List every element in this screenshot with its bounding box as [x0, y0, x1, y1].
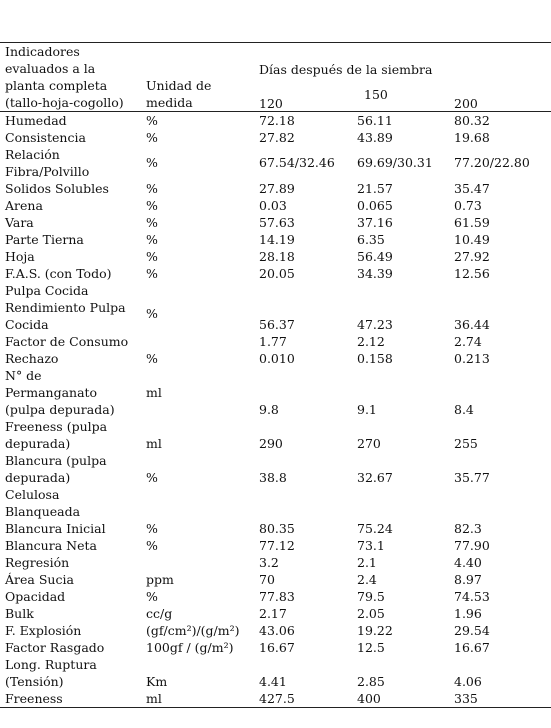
row-value: 19.22: [357, 623, 393, 638]
row-value: 27.89: [259, 181, 295, 196]
row-value: 21.57: [357, 181, 393, 196]
row-value: 28.18: [259, 249, 295, 264]
row-label: F.A.S. (con Todo): [5, 266, 112, 281]
row-value: 427.5: [259, 691, 295, 706]
row-label: Regresión: [5, 555, 70, 570]
row-value: 77.90: [454, 538, 490, 553]
row-value: 2.05: [357, 606, 385, 621]
row-label: Rechazo: [5, 351, 59, 366]
row-value: 1.96: [454, 606, 482, 621]
row-label: Blanqueada: [5, 504, 81, 519]
row-value: 255: [454, 436, 478, 451]
row-unit: ppm: [146, 572, 174, 587]
header-day-200: 200: [454, 96, 478, 111]
row-label: Arena: [5, 198, 43, 213]
row-unit: %: [146, 113, 158, 128]
row-value: 9.8: [259, 402, 279, 417]
row-value: 38.8: [259, 470, 287, 485]
row-label: Pulpa Cocida: [5, 283, 89, 298]
header-indicator-line: (tallo-hoja-cogollo): [5, 95, 124, 110]
row-value: 56.49: [357, 249, 393, 264]
row-value: 79.5: [357, 589, 385, 604]
row-value: 2.4: [357, 572, 377, 587]
row-label: Factor de Consumo: [5, 334, 129, 349]
row-label: Freeness: [5, 691, 63, 706]
row-value: 270: [357, 436, 381, 451]
row-value: 8.4: [454, 402, 474, 417]
row-label: Opacidad: [5, 589, 66, 604]
row-value: 75.24: [357, 521, 393, 536]
row-unit: %: [146, 155, 158, 170]
row-label: Área Sucia: [5, 572, 74, 587]
row-value: 10.49: [454, 232, 490, 247]
row-value: 29.54: [454, 623, 490, 638]
header-indicator-line: Indicadores: [5, 44, 80, 59]
row-label: Cocida: [5, 317, 49, 332]
row-unit: 100gf / (g/m²): [146, 640, 234, 655]
header-unit-line: Unidad de: [146, 78, 212, 93]
row-value: 2.74: [454, 334, 482, 349]
row-value: 335: [454, 691, 478, 706]
row-unit: %: [146, 232, 158, 247]
row-value: 2.1: [357, 555, 377, 570]
row-value: 0.03: [259, 198, 287, 213]
row-label: Solidos Solubles: [5, 181, 109, 196]
row-value: 70: [259, 572, 275, 587]
row-value: 4.06: [454, 674, 482, 689]
row-value: 77.12: [259, 538, 295, 553]
row-value: 8.97: [454, 572, 482, 587]
header-indicator-line: evaluados a la: [5, 61, 96, 76]
row-value: 27.82: [259, 130, 295, 145]
row-unit: %: [146, 198, 158, 213]
row-value: 0.213: [454, 351, 490, 366]
row-value: 2.85: [357, 674, 385, 689]
row-value: 16.67: [454, 640, 490, 655]
row-value: 14.19: [259, 232, 295, 247]
row-value: 82.3: [454, 521, 482, 536]
row-label: Parte Tierna: [5, 232, 84, 247]
row-unit: %: [146, 521, 158, 536]
header-indicator-line: planta completa: [5, 78, 108, 93]
row-unit: %: [146, 351, 158, 366]
row-value: 34.39: [357, 266, 393, 281]
row-unit: Km: [146, 674, 168, 689]
header-days-group: Días después de la siembra: [259, 62, 433, 77]
row-value: 32.67: [357, 470, 393, 485]
row-unit: %: [146, 181, 158, 196]
row-value: 290: [259, 436, 283, 451]
row-value: 2.17: [259, 606, 287, 621]
row-value: 37.16: [357, 215, 393, 230]
row-value: 0.065: [357, 198, 393, 213]
row-label: depurada): [5, 436, 71, 451]
row-label: Hoja: [5, 249, 35, 264]
row-unit: %: [146, 470, 158, 485]
row-value: 16.67: [259, 640, 295, 655]
row-label: Factor Rasgado: [5, 640, 105, 655]
row-value: 35.77: [454, 470, 490, 485]
row-value: 0.010: [259, 351, 295, 366]
row-value: 74.53: [454, 589, 490, 604]
row-value: 36.44: [454, 317, 490, 332]
row-value: 80.32: [454, 113, 490, 128]
header-day-150: 150: [364, 87, 388, 102]
row-value: 73.1: [357, 538, 385, 553]
row-unit: %: [146, 215, 158, 230]
row-label: Relación: [5, 147, 60, 162]
row-label: N° de: [5, 368, 42, 383]
row-value: 2.12: [357, 334, 385, 349]
row-label: Rendimiento Pulpa: [5, 300, 126, 315]
row-value: 61.59: [454, 215, 490, 230]
row-value: 27.92: [454, 249, 490, 264]
row-label: Permanganato: [5, 385, 98, 400]
row-label: Freeness (pulpa: [5, 419, 108, 434]
row-value: 20.05: [259, 266, 295, 281]
header-day-120: 120: [259, 96, 283, 111]
row-value: 12.56: [454, 266, 490, 281]
row-unit: %: [146, 266, 158, 281]
row-value: 57.63: [259, 215, 295, 230]
row-unit: ml: [146, 691, 162, 706]
row-label: Long. Ruptura: [5, 657, 97, 672]
row-label: F. Explosión: [5, 623, 82, 638]
row-label: Humedad: [5, 113, 67, 128]
row-value: 56.37: [259, 317, 295, 332]
row-label: Celulosa: [5, 487, 60, 502]
row-unit: %: [146, 249, 158, 264]
header-unit-line: medida: [146, 95, 193, 110]
row-value: 12.5: [357, 640, 385, 655]
row-value: 4.40: [454, 555, 482, 570]
row-value: 69.69/30.31: [357, 155, 433, 170]
row-label: Vara: [5, 215, 34, 230]
row-unit: %: [146, 589, 158, 604]
row-label: Consistencia: [5, 130, 86, 145]
row-label: Bulk: [5, 606, 34, 621]
row-value: 67.54/32.46: [259, 155, 335, 170]
row-value: 43.06: [259, 623, 295, 638]
row-unit: %: [146, 538, 158, 553]
row-value: 0.158: [357, 351, 393, 366]
row-label: Fibra/Polvillo: [5, 164, 90, 179]
row-label: Blancura Inicial: [5, 521, 106, 536]
row-label: (pulpa depurada): [5, 402, 115, 417]
bottom-rule: [0, 707, 551, 708]
row-value: 3.2: [259, 555, 279, 570]
row-unit: ml: [146, 436, 162, 451]
row-value: 72.18: [259, 113, 295, 128]
row-value: 6.35: [357, 232, 385, 247]
row-label: (Tensión): [5, 674, 64, 689]
row-unit: %: [146, 306, 158, 321]
row-value: 80.35: [259, 521, 295, 536]
row-value: 35.47: [454, 181, 490, 196]
row-unit: (gf/cm²)/(g/m²): [146, 623, 240, 638]
row-value: 56.11: [357, 113, 393, 128]
row-value: 0.73: [454, 198, 482, 213]
row-value: 77.20/22.80: [454, 155, 530, 170]
row-value: 47.23: [357, 317, 393, 332]
row-value: 4.41: [259, 674, 287, 689]
row-label: depurada): [5, 470, 71, 485]
row-value: 77.83: [259, 589, 295, 604]
row-unit: %: [146, 130, 158, 145]
row-label: Blancura Neta: [5, 538, 97, 553]
row-label: Blancura (pulpa: [5, 453, 107, 468]
row-value: 400: [357, 691, 381, 706]
row-value: 19.68: [454, 130, 490, 145]
row-unit: cc/g: [146, 606, 173, 621]
row-value: 43.89: [357, 130, 393, 145]
row-value: 1.77: [259, 334, 287, 349]
row-value: 9.1: [357, 402, 377, 417]
top-rule: [0, 42, 551, 43]
row-unit: ml: [146, 385, 162, 400]
